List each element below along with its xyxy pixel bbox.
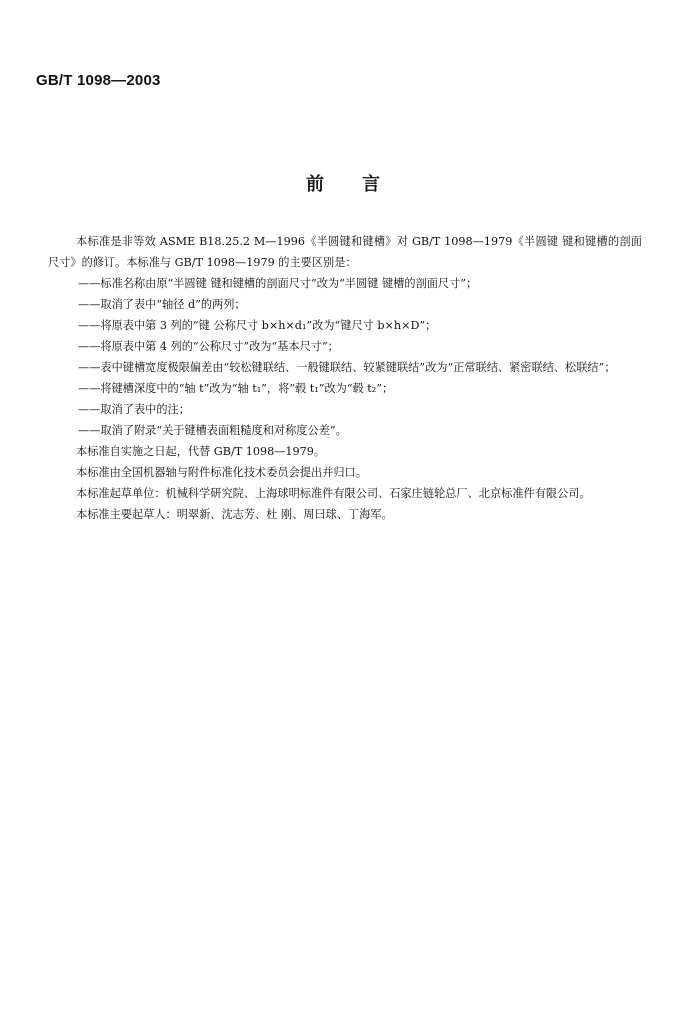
change-item-6: ——将键槽深度中的“轴 t”改为“轴 t₁”，将“毂 t₁”改为“毂 t₂”； [78, 382, 394, 395]
change-item-7: ——取消了表中的注； [78, 403, 190, 416]
proposal-statement: 本标准由全国机器轴与附件标准化技术委员会提出并归口。 [76, 466, 367, 479]
replacement-statement: 本标准自实施之日起，代替 GB/T 1098—1979。 [76, 445, 326, 458]
change-item-8: ——取消了附录“关于键槽表面粗糙度和对称度公差”。 [78, 424, 347, 437]
change-item-4: ——将原表中第 4 列的“公称尺寸”改为“基本尺寸”； [78, 340, 339, 353]
foreword-body [48, 231, 642, 525]
intro-paragraph: 本标准是非等效 ASME B18.25.2 M—1996《半圆键和键槽》对 GB/T 1098—1979《半圆键 键和键槽的剖面尺寸》的修订。本标准与 GB/T 1098—1979 的主要区别是： [48, 235, 642, 269]
page-title: 前言 [306, 174, 418, 195]
change-item-5: ——表中键槽宽度极限偏差由“较松键联结、一般键联结、较紧键联结”改为“正常联结、紧密联结、松联结”； [78, 361, 616, 374]
change-item-2: ——取消了表中“轴径 d”的两列； [78, 298, 246, 311]
change-item-1: ——标准名称由原“半圆键 键和键槽的剖面尺寸”改为“半圆键 键槽的剖面尺寸”； [78, 277, 478, 290]
drafting-units: 本标准起草单位：机械科学研究院、上海球明标准件有限公司、石家庄链轮总厂、北京标准件有限公司。 [76, 487, 591, 500]
drafters: 本标准主要起草人：明翠新、沈志芳、杜 刚、周曰球、丁海军。 [76, 508, 393, 521]
standard-code: GB/T 1098—2003 [36, 72, 161, 89]
changes-list [48, 273, 642, 441]
change-item-3: ——将原表中第 3 列的“键 公称尺寸 b×h×d₁”改为“键尺寸 b×h×D”； [78, 319, 437, 332]
